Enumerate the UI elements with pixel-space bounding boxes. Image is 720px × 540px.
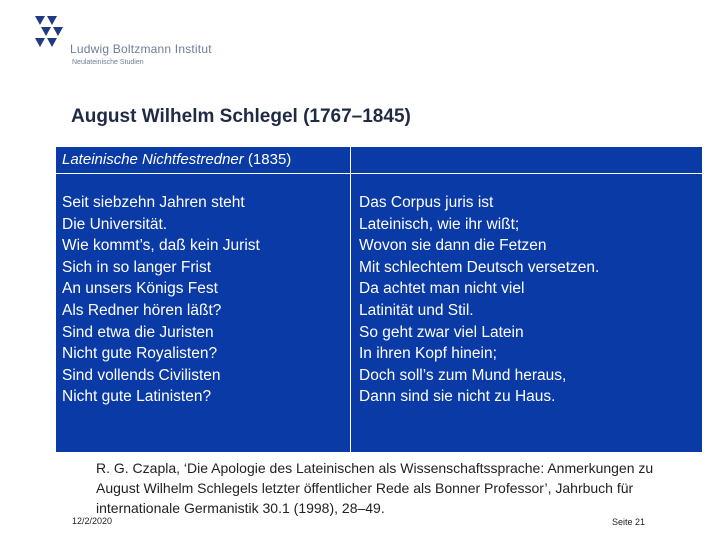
poem-line: Nicht gute Royalisten? <box>62 345 218 363</box>
poem-line: Sich in so langer Frist <box>62 258 212 276</box>
poem-left-column <box>62 192 346 408</box>
poem-right-column <box>359 192 699 408</box>
poem-line: Mit schlechtem Deutsch versetzen. <box>359 258 600 276</box>
logo-name: Ludwig Boltzmann Institut <box>70 42 212 56</box>
poem-line: Die Universität. <box>62 215 168 233</box>
poem-line: Dann sind sie nicht zu Haus. <box>359 388 556 406</box>
poem-line: Nicht gute Latinisten? <box>62 388 212 406</box>
poem-heading-title: Lateinische Nichtfestredner <box>62 151 244 168</box>
institute-logo <box>32 14 232 70</box>
poem-heading <box>62 151 291 168</box>
poem-heading-year: (1835) <box>243 151 292 168</box>
poem-line: Das Corpus juris ist <box>359 194 494 211</box>
poem-line: Als Redner hören läßt? <box>62 301 222 319</box>
poem-line: Seit siebzehn Jahren steht <box>62 194 245 211</box>
institute-logo-icon <box>32 14 72 54</box>
poem-line: Da achtet man nicht viel <box>359 280 525 298</box>
footer-date: 12/2/2020 <box>72 516 113 526</box>
poem-line: Sind vollends Civilisten <box>62 366 221 384</box>
slide-title: August Wilhelm Schlegel (1767–1845) <box>71 106 411 127</box>
poem-line: Doch soll’s zum Mund heraus, <box>359 366 567 384</box>
poem-line: Lateinisch, wie ihr wißt; <box>359 215 520 233</box>
poem-table <box>56 147 702 452</box>
poem-line: Wovon sie dann die Fetzen <box>359 237 547 255</box>
poem-line: Sind etwa die Juristen <box>62 323 214 341</box>
logo-subtitle: Neulateinische Studien <box>72 59 144 66</box>
poem-line: An unsers Königs Fest <box>62 280 218 298</box>
column-divider <box>350 147 351 452</box>
poem-line: So geht zwar viel Latein <box>359 323 524 341</box>
page-number: Seite 21 <box>612 517 646 527</box>
citation: R. G. Czapla, ‘Die Apologie des Lateinischen als Wissenschaftssprache: Anmerkungen zu August Wilhelm Schlegels letzter öffentlicher Rede als Bonner Professor’, Jahrbuch für internationale Germanistik 30.1 (1998), 28–49. <box>96 460 654 516</box>
poem-line: Wie kommt’s, daß kein Jurist <box>62 237 260 255</box>
poem-table-header <box>56 147 702 174</box>
poem-line: Latinität und Stil. <box>359 301 474 319</box>
poem-line: In ihren Kopf hinein; <box>359 345 497 363</box>
